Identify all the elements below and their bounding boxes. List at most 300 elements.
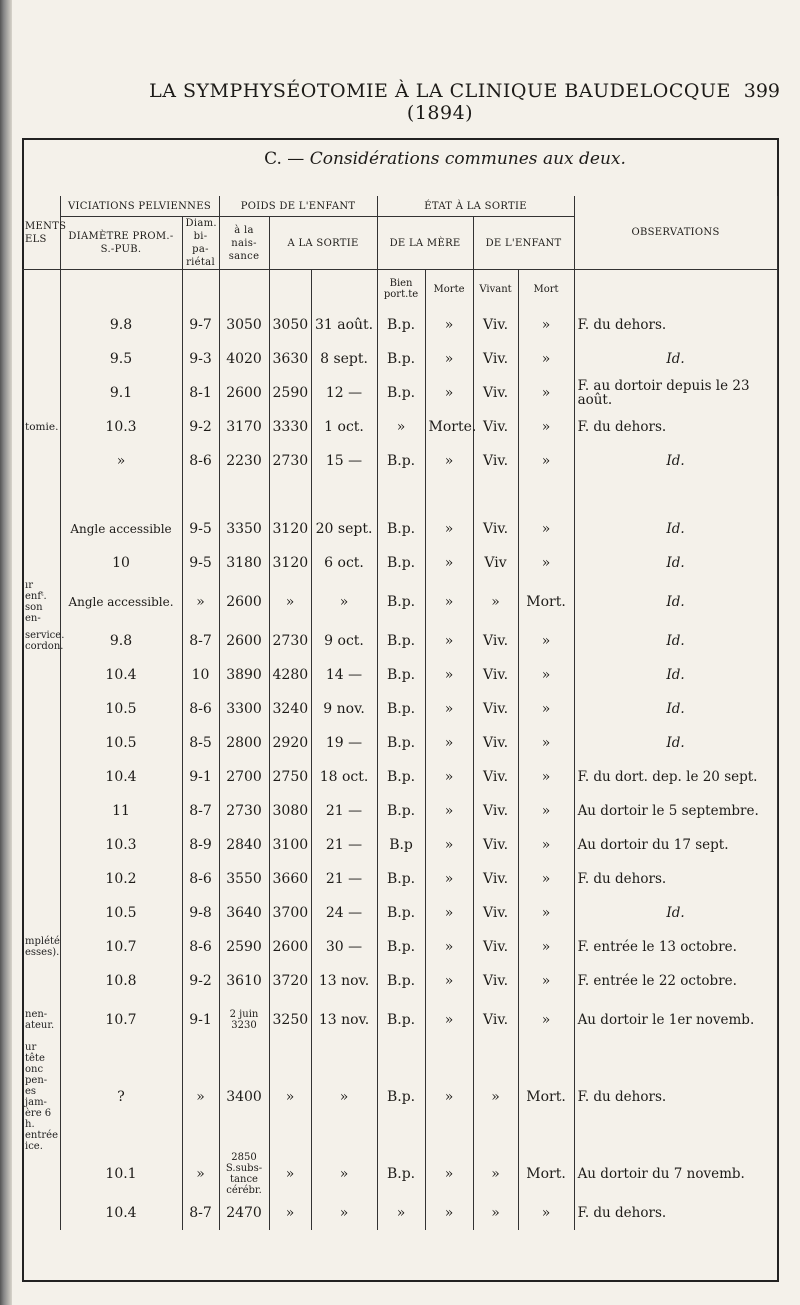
subheader-bien-portante: Bien port.te [377, 270, 425, 309]
mere-morte-cell: » [425, 658, 473, 692]
side-cell [22, 692, 60, 726]
enfant-mort-cell: » [518, 828, 574, 862]
bipar-cell: 9-1 [182, 998, 219, 1042]
bipar-cell: 9-8 [182, 896, 219, 930]
enfant-vivant-cell: » [473, 1042, 518, 1152]
observation-cell: Id. [574, 546, 777, 580]
enfant-vivant-cell: Viv. [473, 760, 518, 794]
mere-morte-cell: » [425, 1152, 473, 1196]
observation-cell: F. du dehors. [574, 1196, 777, 1230]
table-row [22, 658, 777, 692]
diametre-cell: Angle accessible [60, 512, 182, 546]
side-cell [22, 444, 60, 478]
table-row [22, 1196, 777, 1230]
observation-cell: F. du dehors. [574, 862, 777, 896]
table-row [22, 444, 777, 478]
mere-morte-cell: » [425, 930, 473, 964]
naissance-cell: 3350 [219, 512, 269, 546]
side-cell: ır enfᵗ. son en- [22, 580, 60, 624]
sortie-date-cell: » [311, 1042, 377, 1152]
diametre-cell: » [60, 444, 182, 478]
diametre-cell: 10.3 [60, 828, 182, 862]
enfant-mort-cell: » [518, 444, 574, 478]
subheader-morte: Morte [425, 270, 473, 309]
observation-cell: Id. [574, 624, 777, 658]
enfant-vivant-cell: Viv. [473, 998, 518, 1042]
sortie-poids-cell: 3700 [269, 896, 311, 930]
sortie-poids-cell: 3100 [269, 828, 311, 862]
sortie-poids-cell: 3330 [269, 410, 311, 444]
diametre-cell: 10.3 [60, 410, 182, 444]
diametre-cell: 9.1 [60, 376, 182, 410]
mere-bien-portante-cell: B.p. [377, 342, 425, 376]
bipar-cell: 8-9 [182, 828, 219, 862]
naissance-cell: 2470 [219, 1196, 269, 1230]
sortie-poids-cell: 3120 [269, 546, 311, 580]
table-row [22, 512, 777, 546]
naissance-cell: 2600 [219, 624, 269, 658]
enfant-vivant-cell: Viv. [473, 828, 518, 862]
sortie-date-cell: 12 — [311, 376, 377, 410]
mere-bien-portante-cell: B.p. [377, 794, 425, 828]
side-cell [22, 862, 60, 896]
mere-bien-portante-cell: B.p. [377, 930, 425, 964]
observation-cell: Id. [574, 444, 777, 478]
table-row [22, 1152, 777, 1196]
mere-bien-portante-cell: » [377, 410, 425, 444]
observation-cell: F. du dehors. [574, 308, 777, 342]
sortie-poids-cell [269, 478, 311, 512]
table-row [22, 794, 777, 828]
sortie-poids-cell: » [269, 1042, 311, 1152]
naissance-cell: 3400 [219, 1042, 269, 1152]
observation-cell: F. entrée le 13 octobre. [574, 930, 777, 964]
enfant-mort-cell: » [518, 546, 574, 580]
diametre-cell: 10.4 [60, 658, 182, 692]
bipar-cell: 8-7 [182, 794, 219, 828]
observation-cell [574, 478, 777, 512]
enfant-mort-cell: » [518, 512, 574, 546]
naissance-cell: 2600 [219, 376, 269, 410]
observation-cell: Id. [574, 512, 777, 546]
enfant-vivant-cell: » [473, 580, 518, 624]
sortie-date-cell: 13 nov. [311, 998, 377, 1042]
table-row [22, 376, 777, 410]
sortie-date-cell: 13 nov. [311, 964, 377, 998]
observation-cell: Id. [574, 658, 777, 692]
enfant-vivant-cell: Viv. [473, 624, 518, 658]
side-cell [22, 376, 60, 410]
header-etat: ÉTAT À LA SORTIE [377, 196, 574, 217]
header-viciations: VICIATIONS PELVIENNES [60, 196, 219, 217]
observation-cell: F. du dehors. [574, 1042, 777, 1152]
sortie-poids-cell: 3240 [269, 692, 311, 726]
table-row [22, 828, 777, 862]
caption-prefix: C. — [264, 149, 310, 169]
header-de-la-mere: DE LA MÈRE [377, 217, 473, 270]
side-cell [22, 828, 60, 862]
table-row [22, 862, 777, 896]
sortie-date-cell [311, 478, 377, 512]
enfant-mort-cell: » [518, 930, 574, 964]
enfant-mort-cell: » [518, 760, 574, 794]
mere-morte-cell: » [425, 692, 473, 726]
diametre-cell: 10.1 [60, 1152, 182, 1196]
enfant-mort-cell: » [518, 692, 574, 726]
observation-cell: Id. [574, 580, 777, 624]
enfant-mort-cell: » [518, 862, 574, 896]
naissance-cell: 3640 [219, 896, 269, 930]
sortie-date-cell: 6 oct. [311, 546, 377, 580]
side-cell [22, 342, 60, 376]
sortie-poids-cell: 3630 [269, 342, 311, 376]
naissance-cell: 2800 [219, 726, 269, 760]
mere-bien-portante-cell: B.p. [377, 546, 425, 580]
enfant-vivant-cell: Viv. [473, 308, 518, 342]
observation-cell: Id. [574, 692, 777, 726]
side-cell: tomie. [22, 410, 60, 444]
bipar-cell: » [182, 1042, 219, 1152]
sortie-date-cell: 9 nov. [311, 692, 377, 726]
enfant-mort-cell: Mort. [518, 580, 574, 624]
mere-morte-cell: » [425, 444, 473, 478]
side-cell [22, 308, 60, 342]
bipar-cell: 8-1 [182, 376, 219, 410]
mere-bien-portante-cell: B.p. [377, 692, 425, 726]
table-row [22, 896, 777, 930]
side-cell [22, 794, 60, 828]
diametre-cell: 9.5 [60, 342, 182, 376]
enfant-vivant-cell: Viv. [473, 410, 518, 444]
enfant-vivant-cell: Viv. [473, 862, 518, 896]
naissance-cell: 4020 [219, 342, 269, 376]
side-cell: nen- ateur. [22, 998, 60, 1042]
header-diametre: DIAMÈTRE PROM.-S.-PUB. [60, 217, 182, 270]
sortie-poids-cell: » [269, 580, 311, 624]
sortie-poids-cell: 2730 [269, 444, 311, 478]
enfant-vivant-cell: Viv. [473, 692, 518, 726]
naissance-cell: 3890 [219, 658, 269, 692]
side-cell [22, 478, 60, 512]
naissance-cell: 3180 [219, 546, 269, 580]
diametre-cell: 9.8 [60, 308, 182, 342]
observation-cell: Au dortoir le 1er novemb. [574, 998, 777, 1042]
mere-morte-cell: » [425, 512, 473, 546]
bipar-cell: 8-6 [182, 444, 219, 478]
sortie-poids-cell: 4280 [269, 658, 311, 692]
enfant-vivant-cell: » [473, 1196, 518, 1230]
sortie-date-cell: 31 août. [311, 308, 377, 342]
bipar-cell: 9-1 [182, 760, 219, 794]
sortie-poids-cell: » [269, 1152, 311, 1196]
naissance-cell: 2600 [219, 580, 269, 624]
mere-bien-portante-cell: B.p. [377, 1042, 425, 1152]
enfant-vivant-cell: Viv. [473, 964, 518, 998]
caption-text: Considérations communes aux deux. [309, 149, 626, 169]
side-cell [22, 726, 60, 760]
sortie-poids-cell: 2730 [269, 624, 311, 658]
mere-bien-portante-cell: B.p. [377, 896, 425, 930]
mere-morte-cell: » [425, 1042, 473, 1152]
sortie-poids-cell: 3720 [269, 964, 311, 998]
diametre-cell [60, 478, 182, 512]
mere-bien-portante-cell: B.p. [377, 998, 425, 1042]
table-row [22, 410, 777, 444]
naissance-cell: 2 juin 3230 [219, 998, 269, 1042]
naissance-cell: 2590 [219, 930, 269, 964]
mere-bien-portante-cell: B.p. [377, 658, 425, 692]
table-row [22, 998, 777, 1042]
bipar-cell: 8-7 [182, 624, 219, 658]
enfant-vivant-cell: Viv [473, 546, 518, 580]
sortie-poids-cell: 3120 [269, 512, 311, 546]
observation-cell: Id. [574, 342, 777, 376]
sortie-poids-cell: 2750 [269, 760, 311, 794]
observation-cell: F. du dehors. [574, 410, 777, 444]
bipar-cell: 9-2 [182, 964, 219, 998]
observation-cell: Au dortoir du 7 novemb. [574, 1152, 777, 1196]
diametre-cell: 10.7 [60, 998, 182, 1042]
mere-morte-cell: » [425, 760, 473, 794]
side-cell: ur tête onc pen- es jam- ère 6 h. entrée ice. [22, 1042, 60, 1152]
mere-morte-cell: » [425, 342, 473, 376]
mere-morte-cell: » [425, 862, 473, 896]
mere-bien-portante-cell: B.p. [377, 624, 425, 658]
enfant-vivant-cell: Viv. [473, 794, 518, 828]
subheader-mort: Mort [518, 270, 574, 309]
enfant-vivant-cell [473, 478, 518, 512]
mere-morte-cell: » [425, 828, 473, 862]
enfant-mort-cell: » [518, 342, 574, 376]
side-cell: mplété esses). [22, 930, 60, 964]
table-row [22, 546, 777, 580]
sortie-date-cell: 15 — [311, 444, 377, 478]
sortie-date-cell: 20 sept. [311, 512, 377, 546]
enfant-mort-cell: » [518, 308, 574, 342]
side-cell [22, 512, 60, 546]
naissance-cell: 3610 [219, 964, 269, 998]
enfant-mort-cell: Mort. [518, 1152, 574, 1196]
table-row [22, 930, 777, 964]
mere-morte-cell: » [425, 998, 473, 1042]
enfant-vivant-cell: Viv. [473, 342, 518, 376]
enfant-vivant-cell: Viv. [473, 512, 518, 546]
sortie-date-cell: » [311, 580, 377, 624]
bipar-cell: 8-7 [182, 1196, 219, 1230]
bipar-cell: 9-5 [182, 512, 219, 546]
mere-bien-portante-cell: B.p. [377, 862, 425, 896]
sortie-date-cell: 19 — [311, 726, 377, 760]
diametre-cell: Angle accessible. [60, 580, 182, 624]
table-row [22, 726, 777, 760]
sortie-poids-cell: 3660 [269, 862, 311, 896]
diametre-cell: 10.5 [60, 726, 182, 760]
mere-bien-portante-cell: B.p. [377, 512, 425, 546]
enfant-mort-cell: » [518, 964, 574, 998]
diametre-cell: 9.8 [60, 624, 182, 658]
mere-morte-cell: » [425, 546, 473, 580]
sortie-poids-cell: 3250 [269, 998, 311, 1042]
bipar-cell [182, 478, 219, 512]
mere-morte-cell: » [425, 580, 473, 624]
sortie-date-cell: 21 — [311, 794, 377, 828]
header-naissance: à la nais-sance [219, 217, 269, 270]
enfant-vivant-cell: Viv. [473, 444, 518, 478]
mere-bien-portante-cell: B.p. [377, 726, 425, 760]
diametre-cell: 10.5 [60, 896, 182, 930]
enfant-mort-cell: » [518, 726, 574, 760]
enfant-mort-cell [518, 478, 574, 512]
running-head [120, 80, 780, 124]
bipar-cell: 9-5 [182, 546, 219, 580]
mere-morte-cell: » [425, 376, 473, 410]
sortie-poids-cell: 3050 [269, 308, 311, 342]
mere-morte-cell: » [425, 964, 473, 998]
bipar-cell: » [182, 1152, 219, 1196]
naissance-cell: 3550 [219, 862, 269, 896]
mere-bien-portante-cell: B.p. [377, 760, 425, 794]
table-body [22, 270, 777, 1231]
bipar-cell: 9-2 [182, 410, 219, 444]
page-number: 399 [743, 80, 780, 102]
header-diam-bipar: Diam. bi-pa-riétal [182, 217, 219, 270]
bipar-cell: 10 [182, 658, 219, 692]
observation-cell: Id. [574, 726, 777, 760]
table-row [22, 342, 777, 376]
naissance-cell: 2850 S.subs-tance cérébr. [219, 1152, 269, 1196]
side-cell [22, 546, 60, 580]
mere-bien-portante-cell: B.p [377, 828, 425, 862]
observation-cell: Id. [574, 896, 777, 930]
mere-bien-portante-cell: B.p. [377, 964, 425, 998]
table-row [22, 624, 777, 658]
naissance-cell: 2730 [219, 794, 269, 828]
table-row [22, 308, 777, 342]
naissance-cell [219, 478, 269, 512]
header-poids: POIDS DE L'ENFANT [219, 196, 377, 217]
enfant-mort-cell: » [518, 624, 574, 658]
sortie-poids-cell: 2590 [269, 376, 311, 410]
mere-bien-portante-cell: B.p. [377, 376, 425, 410]
naissance-cell: 3170 [219, 410, 269, 444]
mere-morte-cell: » [425, 726, 473, 760]
observation-cell: Au dortoir le 5 septembre. [574, 794, 777, 828]
diametre-cell: 10.5 [60, 692, 182, 726]
enfant-mort-cell: » [518, 896, 574, 930]
naissance-cell: 2700 [219, 760, 269, 794]
enfant-mort-cell: Mort. [518, 1042, 574, 1152]
naissance-cell: 2230 [219, 444, 269, 478]
sortie-poids-cell: 3080 [269, 794, 311, 828]
sortie-date-cell: 1 oct. [311, 410, 377, 444]
table-row [22, 692, 777, 726]
diametre-cell: ? [60, 1042, 182, 1152]
observation-cell: Au dortoir du 17 sept. [574, 828, 777, 862]
mere-bien-portante-cell [377, 478, 425, 512]
sortie-date-cell: 18 oct. [311, 760, 377, 794]
enfant-mort-cell: » [518, 794, 574, 828]
subheader-vivant: Vivant [473, 270, 518, 309]
table-row [22, 478, 777, 512]
mere-morte-cell: » [425, 308, 473, 342]
table-row [22, 1042, 777, 1152]
mere-morte-cell: » [425, 624, 473, 658]
enfant-mort-cell: » [518, 1196, 574, 1230]
diametre-cell: 10 [60, 546, 182, 580]
sortie-date-cell: 14 — [311, 658, 377, 692]
diametre-cell: 10.8 [60, 964, 182, 998]
bipar-cell: 9-3 [182, 342, 219, 376]
diametre-cell: 10.4 [60, 1196, 182, 1230]
sortie-date-cell: 24 — [311, 896, 377, 930]
mere-bien-portante-cell: B.p. [377, 308, 425, 342]
naissance-cell: 3300 [219, 692, 269, 726]
mere-bien-portante-cell: » [377, 1196, 425, 1230]
enfant-mort-cell: » [518, 658, 574, 692]
header-observations: OBSERVATIONS [574, 196, 777, 270]
side-cell [22, 896, 60, 930]
bipar-cell: 8-6 [182, 862, 219, 896]
naissance-cell: 3050 [219, 308, 269, 342]
section-caption [210, 149, 680, 169]
observation-cell: F. entrée le 22 octobre. [574, 964, 777, 998]
bipar-cell: 9-7 [182, 308, 219, 342]
sortie-date-cell: » [311, 1196, 377, 1230]
enfant-vivant-cell: » [473, 1152, 518, 1196]
enfant-vivant-cell: Viv. [473, 376, 518, 410]
enfant-vivant-cell: Viv. [473, 658, 518, 692]
side-cell [22, 964, 60, 998]
mere-morte-cell: » [425, 1196, 473, 1230]
header-a-la-sortie: A LA SORTIE [269, 217, 377, 270]
side-cell: service. cordon. [22, 624, 60, 658]
diametre-cell: 10.7 [60, 930, 182, 964]
sortie-date-cell: 21 — [311, 862, 377, 896]
bipar-cell: » [182, 580, 219, 624]
diametre-cell: 11 [60, 794, 182, 828]
enfant-vivant-cell: Viv. [473, 930, 518, 964]
enfant-mort-cell: » [518, 376, 574, 410]
side-cell [22, 1196, 60, 1230]
side-cell [22, 1152, 60, 1196]
enfant-vivant-cell: Viv. [473, 896, 518, 930]
observation-cell: F. du dort. dep. le 20 sept. [574, 760, 777, 794]
mere-morte-cell: » [425, 794, 473, 828]
mere-bien-portante-cell: B.p. [377, 1152, 425, 1196]
sortie-date-cell: 30 — [311, 930, 377, 964]
sortie-date-cell: 9 oct. [311, 624, 377, 658]
bipar-cell: 8-6 [182, 930, 219, 964]
diametre-cell: 10.4 [60, 760, 182, 794]
observation-cell: F. au dortoir depuis le 23 août. [574, 376, 777, 410]
mere-bien-portante-cell: B.p. [377, 580, 425, 624]
side-cell [22, 658, 60, 692]
enfant-vivant-cell: Viv. [473, 726, 518, 760]
enfant-mort-cell: » [518, 410, 574, 444]
mere-morte-cell: » [425, 896, 473, 930]
book-spine-edge [0, 0, 12, 1305]
sortie-date-cell: » [311, 1152, 377, 1196]
bipar-cell: 8-6 [182, 692, 219, 726]
mere-morte-cell: Morte. [425, 410, 473, 444]
mere-morte-cell [425, 478, 473, 512]
table-row [22, 964, 777, 998]
bipar-cell: 8-5 [182, 726, 219, 760]
header-de-l-enfant: DE L'ENFANT [473, 217, 574, 270]
sortie-date-cell: 21 — [311, 828, 377, 862]
running-head-title: LA SYMPHYSÉOTOMIE À LA CLINIQUE BAUDELOCQUE (1894) [149, 80, 731, 124]
sortie-poids-cell: 2920 [269, 726, 311, 760]
